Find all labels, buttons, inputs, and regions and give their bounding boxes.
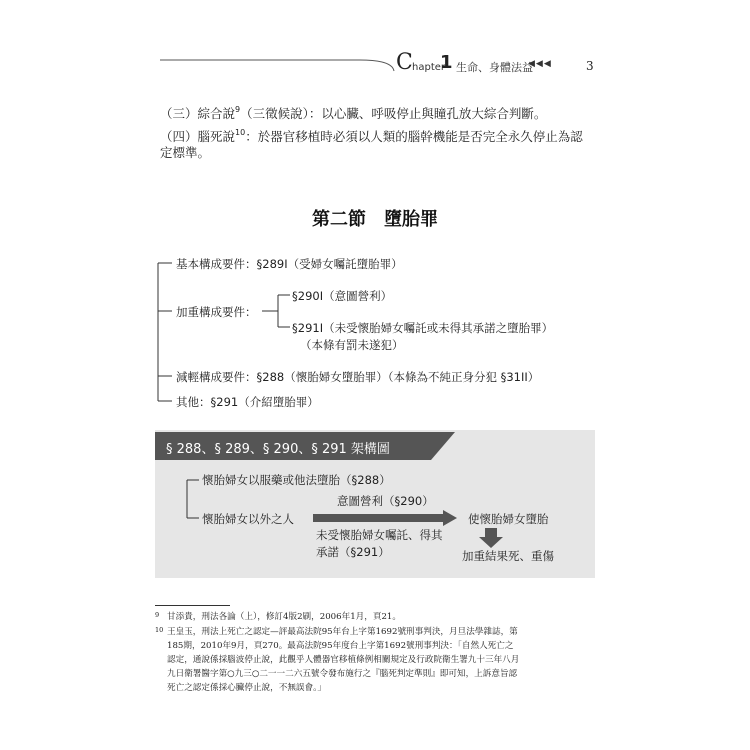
diagram-title: § 288、§ 289、§ 290、§ 291 架構圖 [166,442,390,457]
p2-prefix: （四）腦死說 [160,129,236,144]
paragraph-continuation: 定標準。 [160,145,211,160]
paragraph-brain-death-theory [160,123,600,147]
diagram-arrow-bottom-label-1: 未受懷胎婦女囑託、得其 [316,528,443,542]
tree-aggravated-1: §290I（意圖營利） [292,289,393,303]
chapter-number: 1 [440,52,453,73]
footnote-9 [155,610,401,624]
tree-other: 其他：§291（介紹墮胎罪） [176,395,319,409]
diagram-result-down: 加重結果死、重傷 [462,549,554,563]
diagram-result: 使懷胎婦女墮胎 [468,512,549,526]
paragraph-composite-theory [160,100,600,124]
diagram-arrow-bottom-label-2: 承諾（§291） [316,545,390,559]
footnote-ref-10[interactable]: 10 [235,128,246,137]
diagram-branch-1: 懷胎婦女以服藥或他法墮胎（§288） [202,473,391,487]
footnote-number: 10 [155,626,164,634]
header-rule [160,58,396,72]
tree-aggravated-label: 加重構成要件： [176,305,257,319]
footnote-line: 王皇玉，刑法上死亡之認定—評最高法院95年台上字第1692號刑事判決，月旦法學雜誌，第 [167,627,518,637]
footnote-ref-9[interactable]: 9 [235,105,241,114]
footnote-10 [155,625,519,695]
chapter-word: hapter [412,62,445,73]
footnote-number: 9 [155,611,160,619]
footnote-line: 死亡之認定係採心臟停止說，不無誤會。」 [167,683,326,693]
p2-rest: ：於器官移植時必須以人類的腦幹機能是否完全永久停止為認 [245,129,583,144]
chapter-title: 生命、身體法益 [456,61,533,74]
footnote-line: 九日衛署醫字第○九三○二一一二六五號令發布施行之『腦死判定準則』即可知，上訴意旨認 [167,669,518,679]
chapter-letter: C [396,50,413,75]
diagram-arrow-top-label: 意圖營利（§290） [337,494,434,508]
tree-aggravated-2-note: （本條有罰未遂犯） [300,338,404,352]
footnote-line: 認定，通說係採腦波停止說，此觀乎人體器官移植條例相關規定及行政院衛生署九十三年八月 [167,655,520,665]
footnote-line: 甘添貴，刑法各論（上），修訂4版2刷，2006年1月，頁21。 [167,612,401,622]
footnote-rule [155,605,230,606]
arrow-down-icon [479,528,503,548]
tree-mitigated: 減輕構成要件：§288（懷胎婦女墮胎罪）（本條為不純正身分犯 §31II） [176,370,540,384]
tree-basic: 基本構成要件：§289I（受婦女囑託墮胎罪） [176,257,403,271]
diagram-branch-2: 懷胎婦女以外之人 [202,512,294,526]
arrow-left-icon: ◀◀◀ [528,59,552,69]
p1-prefix: （三）綜合說 [160,106,236,121]
page-number: 3 [586,59,594,73]
section-title: 第二節 墮胎罪 [312,209,438,230]
footnote-line: 185期，2010年9月，頁270。最高法院95年度台上字第1692號刑事判決：「自然人死亡之 [167,641,514,651]
arrow-right-icon [313,510,457,526]
tree-aggravated-2: §291I（未受懷胎婦女囑託或未得其承諾之墮胎罪） [292,321,554,335]
p1-rest: （三徵候說）：以心臟、呼吸停止與瞳孔放大綜合判斷。 [240,106,547,121]
